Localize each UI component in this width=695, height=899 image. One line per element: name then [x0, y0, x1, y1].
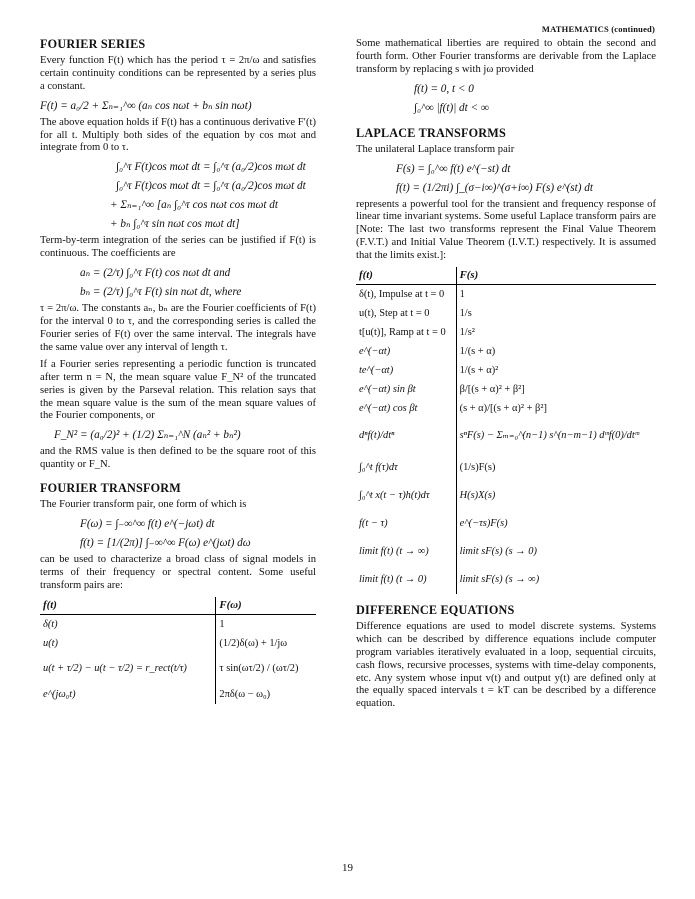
table-header-row — [356, 267, 656, 284]
table-cell-F: 1 — [459, 288, 465, 300]
column-header-F: F(ω) — [216, 597, 316, 614]
table-cell-F: sⁿF(s) − Σₘ₌₀^(n−1) s^(n−m−1) dᵐf(0)/dtᵐ — [459, 430, 640, 442]
table-row — [356, 323, 656, 342]
fourier-derivative-paragraph: The above equation holds if F(t) has a continuous derivative F′(t) for all t. Multiply both sides of the equation by cos mωt and integrate from 0 to τ. — [40, 116, 316, 154]
table-cell-f: u(t + τ/2) − u(t − τ/2) = r_rect(t/τ) — [40, 653, 216, 685]
laplace-section — [356, 127, 656, 594]
laplace-intro: The unilateral Laplace transform pair — [356, 143, 515, 155]
fourier-series-intro: Every function F(t) which has the period τ = 2π/ω and satisfies certain continuity conditions can be represented by a series plus a constant. — [40, 54, 316, 92]
laplace-inverse-equation: f(t) = (1/2πi) ∫_(σ−i∞)^(σ+i∞) F(s) e^(st) dt — [396, 181, 593, 194]
table-cell-F: 1/(s + α) — [459, 345, 496, 357]
coefficient-an-equation: aₙ = (2/τ) ∫₀^τ F(t) cos nωt dt and — [80, 267, 231, 280]
column-header-F: F(s) — [456, 267, 656, 284]
table-cell-f: e^(−αt) sin βt — [356, 380, 456, 399]
table-cell-f: ∫₀^t x(t − τ)h(t)dτ — [356, 482, 456, 510]
table-cell-F: 2πδ(ω − ω₀) — [219, 688, 271, 700]
laplace-pairs-table — [356, 267, 656, 594]
table-cell-F: 1/s² — [459, 326, 475, 338]
left-column — [40, 38, 316, 714]
table-cell-f: t[u(t)], Ramp at t = 0 — [356, 323, 456, 342]
table-row — [356, 361, 656, 380]
table-cell-F: β/[(s + α)² + β²] — [459, 383, 525, 395]
table-row — [356, 399, 656, 418]
table-cell-f: te^(−αt) — [356, 361, 456, 380]
table-row — [40, 653, 316, 685]
fourier-series-section — [40, 38, 316, 472]
table-row — [356, 380, 656, 399]
difference-equations-heading: DIFFERENCE EQUATIONS — [356, 602, 515, 617]
fourier-transform-paragraph: can be used to characterize a broad class of signal models in terms of their frequency or spectral content. Some useful transform pairs are: — [40, 553, 316, 591]
table-row — [356, 418, 656, 454]
parseval-paragraph: If a Fourier series representing a periodic function is truncated after term n = N, the mean square value F_N² of the truncated series is given by the Parseval relation. This relation says that the mean square value is the sum of the mean square values of the Fourier components, or — [40, 358, 316, 422]
parseval-equation: F_N² = (a₀/2)² + (1/2) Σₙ₌₁^N (aₙ² + bₙ²) — [54, 429, 241, 442]
table-cell-F: limit sF(s) (s → 0) — [459, 546, 537, 558]
table-cell-F: (s + α)/[(s + α)² + β²] — [459, 402, 547, 414]
table-cell-f: dⁿf(t)/dtⁿ — [356, 418, 456, 454]
fourier-series-heading: FOURIER SERIES — [40, 37, 146, 51]
table-row — [356, 538, 656, 566]
fourier-pairs-table — [40, 597, 316, 704]
multiply-equation-3: + Σₙ₌₁^∞ [aₙ ∫₀^τ cos nωt cos mωt dt — [110, 199, 278, 212]
right-column — [356, 38, 656, 721]
table-row — [40, 685, 316, 704]
table-cell-F: H(s)X(s) — [459, 490, 496, 502]
table-row — [356, 342, 656, 361]
table-cell-f: e^(−αt) — [356, 342, 456, 361]
table-row — [356, 284, 656, 304]
table-row — [356, 510, 656, 538]
table-cell-f: f(t − τ) — [356, 510, 456, 538]
fourier-transform-section — [40, 482, 316, 703]
fourier-forward-equation: F(ω) = ∫₋∞^∞ f(t) e^(−jωt) dt — [80, 517, 215, 530]
table-cell-F: τ sin(ωτ/2) / (ωτ/2) — [219, 663, 299, 675]
column-header-f: f(t) — [356, 267, 456, 284]
liberties-paragraph: Some mathematical liberties are required to obtain the second and fourth form. Other Fourier transforms are derivable from the Laplace transform by replacing s with jω provided — [356, 38, 656, 75]
table-row — [40, 634, 316, 653]
termwise-paragraph: Term-by-term integration of the series can be justified if F(t) is continuous. The coefficients are — [40, 235, 316, 260]
condition-equation-2: ∫₀^∞ |f(t)| dt < ∞ — [414, 101, 489, 114]
table-cell-f: δ(t), Impulse at t = 0 — [356, 284, 456, 304]
rms-paragraph: and the RMS value is then defined to be the square root of this quantity or F_N. — [40, 446, 316, 471]
condition-equation-1: f(t) = 0, t < 0 — [414, 82, 474, 95]
table-cell-f: ∫₀^t f(τ)dτ — [356, 454, 456, 482]
running-header: MATHEMATICS (continued) — [541, 24, 655, 34]
table-cell-F: (1/2)δ(ω) + 1/jω — [219, 637, 288, 649]
table-cell-F: 1/s — [459, 307, 472, 319]
table-header-row — [40, 597, 316, 614]
table-cell-F: limit sF(s) (s → ∞) — [459, 574, 540, 586]
difference-equations-paragraph: Difference equations are used to model discrete systems. Systems which can be described by difference equations include computer program variables iteratively evaluated in a loop, sequential circuits, cash flows, recursive processes, systems with time-delay components, etc. Any system whose input v(t) and output y(t) are defined only at the equally spaced intervals t = kT can be described by a difference equation. — [356, 620, 656, 710]
table-row — [356, 482, 656, 510]
table-cell-f: limit f(t) (t → ∞) — [356, 538, 456, 566]
table-row — [40, 614, 316, 634]
table-cell-F: 1/(s + α)² — [459, 364, 499, 376]
table-cell-F: 1 — [219, 618, 225, 630]
table-cell-F: e^(−τs)F(s) — [459, 518, 508, 530]
table-cell-F: (1/s)F(s) — [459, 462, 496, 474]
coefficients-paragraph: τ = 2π/ω. The constants aₙ, bₙ are the Fourier coefficients of F(t) for the interval 0 to τ, and the corresponding series is called the Fourier series of F(t) over the same interval. The integrals have the same value over any interval of length τ. — [40, 303, 316, 353]
table-cell-f: δ(t) — [40, 614, 216, 634]
table-cell-f: e^(−αt) cos βt — [356, 399, 456, 418]
fourier-inverse-equation: f(t) = [1/(2π)] ∫₋∞^∞ F(ω) e^(jωt) dω — [80, 536, 251, 549]
difference-equations-section — [356, 604, 656, 711]
laplace-paragraph: represents a powerful tool for the transient and frequency response of linear time invariant systems. Some useful Laplace transform pairs are [Note: The last two transforms represent the Final Value Theorem (F.V.T.) and Initial Value Theorem (I.V.T.) respectively. It is assumed that the limits exist.]: — [356, 198, 656, 262]
table-cell-f: e^(jω₀t) — [40, 685, 216, 704]
page-number: 19 — [342, 862, 353, 874]
multiply-equation-1: ∫₀^τ F(t)cos mωt dt = ∫₀^τ (a₀/2)cos mωt dt — [116, 161, 306, 174]
table-cell-f: limit f(t) (t → 0) — [356, 566, 456, 594]
fourier-transform-intro: The Fourier transform pair, one form of which is — [40, 499, 247, 511]
continued-section — [356, 38, 656, 117]
table-cell-f: u(t), Step at t = 0 — [356, 304, 456, 323]
fourier-transform-heading: FOURIER TRANSFORM — [40, 481, 181, 496]
table-row — [356, 454, 656, 482]
table-row — [356, 566, 656, 594]
table-row — [356, 304, 656, 323]
coefficient-bn-equation: bₙ = (2/τ) ∫₀^τ F(t) sin nωt dt, where — [80, 286, 242, 299]
laplace-heading: LAPLACE TRANSFORMS — [356, 125, 506, 140]
laplace-forward-equation: F(s) = ∫₀^∞ f(t) e^(−st) dt — [396, 162, 511, 175]
column-header-f: f(t) — [40, 597, 216, 614]
table-cell-f: u(t) — [40, 634, 216, 653]
multiply-equation-4: + bₙ ∫₀^τ sin nωt cos mωt dt] — [110, 218, 240, 231]
fourier-series-equation: F(t) = a₀/2 + Σₙ₌₁^∞ (aₙ cos nωt + bₙ sin nωt) — [40, 99, 252, 112]
multiply-equation-2: ∫₀^τ F(t)cos mωt dt = ∫₀^τ (a₀/2)cos mωt dt — [116, 180, 306, 193]
